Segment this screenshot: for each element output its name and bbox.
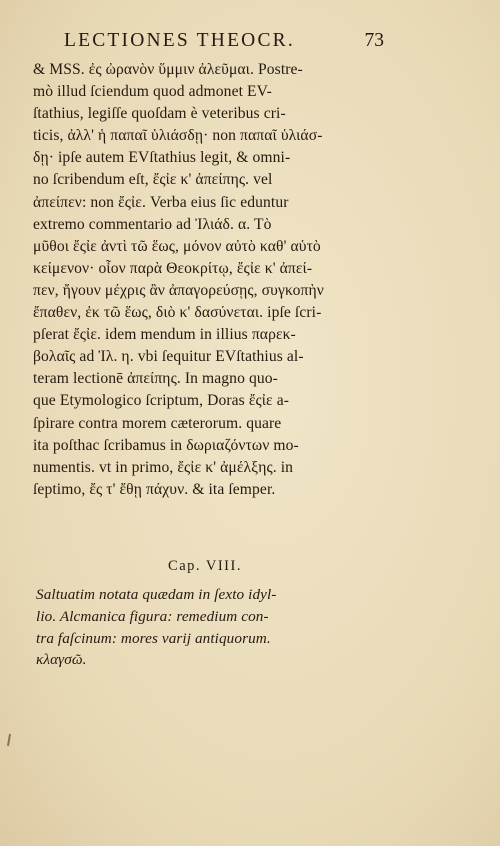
summary-line: tra faſcinum: mores varij antiquorum. bbox=[36, 629, 271, 647]
text-line: ἔπαθεν, ἐκ τῶ ἕως, διὸ κ' δασύνεται. ipſe ſcri- bbox=[33, 304, 322, 322]
page-header bbox=[64, 30, 384, 52]
text-line: ita poſthac ſcribamus in δωριαζόντων mo- bbox=[33, 436, 299, 454]
summary-line: κλαγσῶ. bbox=[36, 651, 87, 669]
text-line: pſerat ἔςἰε. idem mendum in illius παρεκ- bbox=[33, 326, 296, 344]
text-line: μῦθοι ἔςἰε ἀντὶ τῶ ἕως, μόνον αὐτὸ καθ' αὑτὸ bbox=[33, 237, 321, 255]
body-text bbox=[33, 59, 363, 501]
summary-line: Saltuatim notata quædam in ſexto idyl- bbox=[36, 586, 277, 603]
chapter-heading: Cap. VIII. bbox=[168, 558, 242, 574]
text-line: κείμενον· οἷον παρὰ Θεοκρίτῳ, ἔςἰε κ' ἀπεί- bbox=[33, 259, 313, 277]
text-line: ſtathius, legiſſe quoſdam è veteribus cri- bbox=[33, 105, 286, 123]
summary-line: lio. Alcmanica figura: remedium con- bbox=[36, 607, 269, 625]
chapter-summary bbox=[36, 584, 376, 671]
text-line: extremo commentario ad Ἰλιάδ. α. Τὸ bbox=[33, 215, 272, 233]
running-title: LECTIONES THEOCR. bbox=[64, 30, 295, 51]
text-line: numentis. vt in primo, ἔςἰε κ' ἀμέλξης. in bbox=[33, 458, 294, 476]
text-line: teram lectionē ἀπείπης. In magno quo- bbox=[33, 370, 278, 388]
text-line: & MSS. ἐς ὠρανὸν ὕμμιν ἀλεῦμαι. Postre- bbox=[33, 61, 303, 78]
page-number: 73 bbox=[364, 30, 384, 51]
text-line: que Etymologico ſcriptum, Doras ἔςἰε a- bbox=[33, 392, 290, 410]
text-line: ἀπείπεν: non ἔςἰε. Verba eius ſic eduntur bbox=[33, 193, 289, 211]
text-line: πεν, ἤγουν μέχρις ἂν ἀπαγορεύσῃς, συγκοπὴν bbox=[33, 281, 324, 299]
text-line: δῃ· ipſe autem EVſtathius legit, & omni- bbox=[33, 149, 291, 167]
text-line: mò illud ſciendum quod admonet EV- bbox=[33, 83, 272, 101]
text-line: ticis, ἀλλ' ἡ παπαῖ ὑλιάσδῃ· non παπαῖ ὑλιάσ- bbox=[33, 127, 323, 145]
text-line: no ſcribendum eſt, ἔςἰε κ' ἀπείπης. vel bbox=[33, 171, 273, 189]
text-line: βολαῖς ad Ἰλ. η. vbi ſequitur EVſtathius al- bbox=[33, 348, 304, 366]
text-line: ſpirare contra morem cæterorum. quare bbox=[33, 414, 282, 432]
margin-ink-mark bbox=[7, 734, 11, 746]
text-line: ſeptimo, ἔς τ' ἔθῃ πάχυν. & ita ſemper. bbox=[33, 480, 276, 498]
